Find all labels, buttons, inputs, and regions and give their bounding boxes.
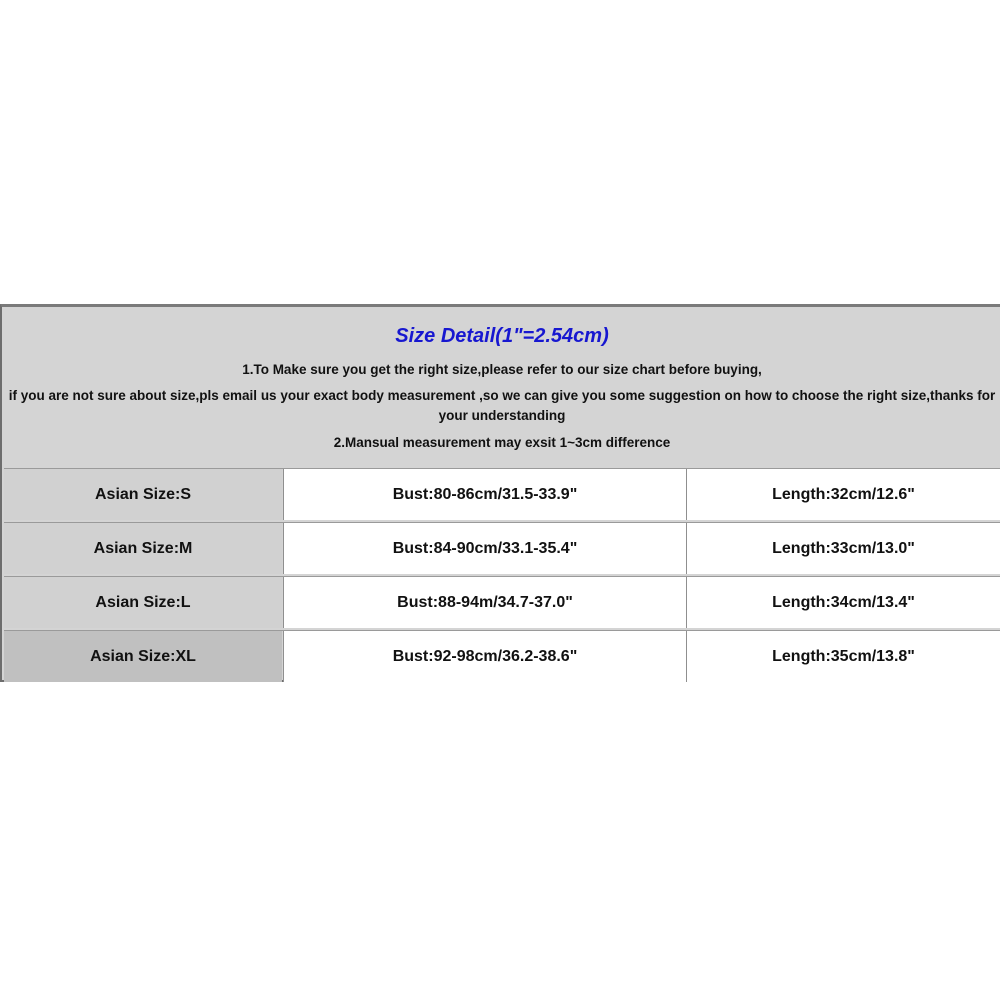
size-table <box>4 468 1000 681</box>
table-row-size-l <box>4 576 1000 628</box>
table-row-size-m <box>4 522 1000 574</box>
length-cell: Length:35cm/13.8" <box>686 631 1000 682</box>
size-chart <box>0 304 1000 682</box>
length-cell: Length:34cm/13.4" <box>686 577 1000 628</box>
length-cell: Length:32cm/12.6" <box>686 469 1000 520</box>
length-cell: Length:33cm/13.0" <box>686 523 1000 574</box>
size-detail-title: Size Detail(1"=2.54cm) <box>395 325 609 347</box>
table-row-size-xl <box>4 630 1000 682</box>
bust-cell: Bust:84-90cm/33.1-35.4" <box>283 523 686 574</box>
bust-cell: Bust:92-98cm/36.2-38.6" <box>283 631 686 682</box>
size-cell: Asian Size:L <box>4 577 282 628</box>
size-note-1: 1.To Make sure you get the right size,please refer to our size chart before buying, <box>242 362 762 377</box>
table-row-size-s <box>4 468 1000 520</box>
size-chart-header <box>4 310 1000 466</box>
size-cell: Asian Size:S <box>4 469 282 520</box>
size-note-3: 2.Mansual measurement may exsit 1~3cm difference <box>333 435 671 450</box>
bust-cell: Bust:88-94m/34.7-37.0" <box>283 577 686 628</box>
size-cell: Asian Size:XL <box>4 631 282 682</box>
size-note-2: if you are not sure about size,pls email us your exact body measurement ,so we can give you some suggestion on how to choose the right size,thanks for your understanding <box>8 388 996 423</box>
bust-cell: Bust:80-86cm/31.5-33.9" <box>283 469 686 520</box>
size-cell: Asian Size:M <box>4 523 282 574</box>
